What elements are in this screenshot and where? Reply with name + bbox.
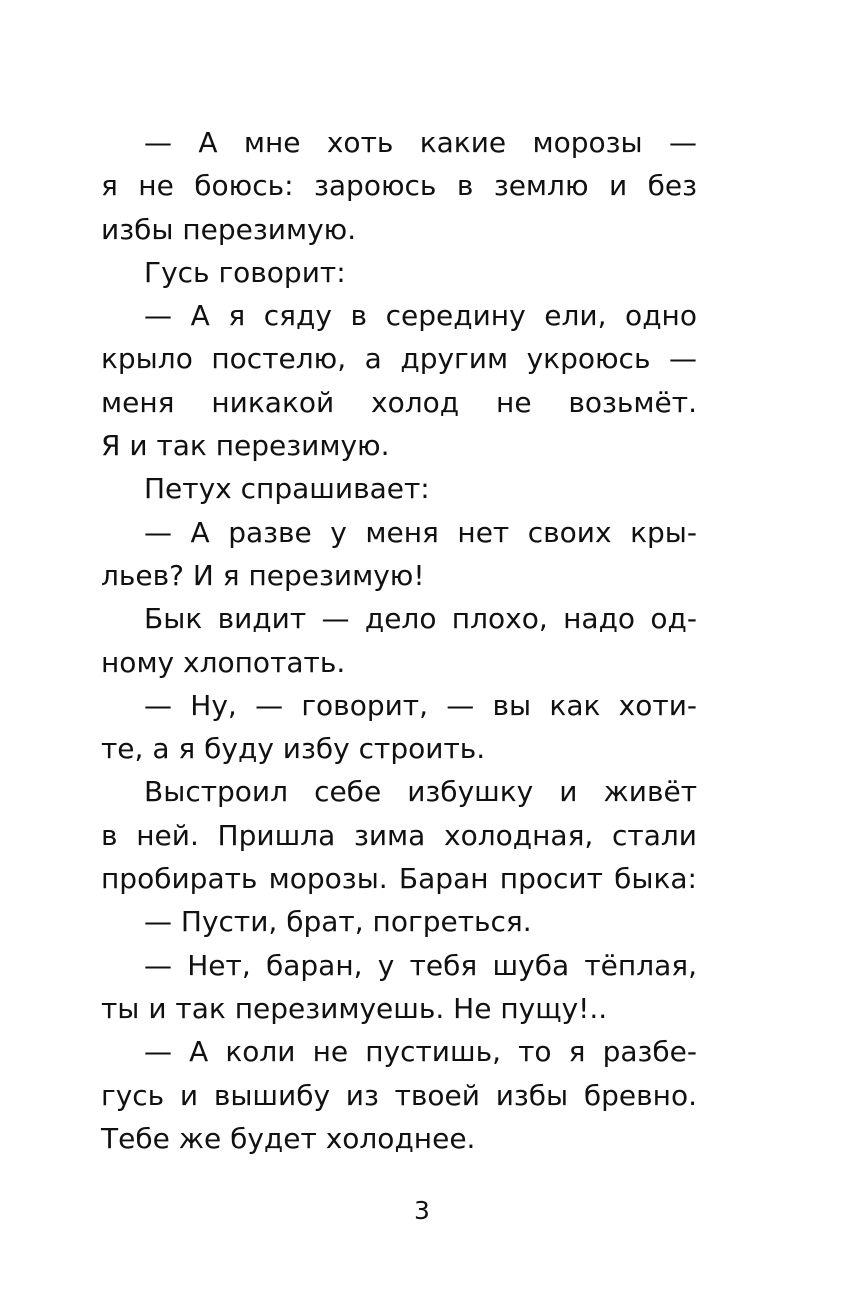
text-line: — Ну, — говорит, — вы как хоти- <box>144 688 697 722</box>
text-line: льев? И я перезимую! <box>101 558 425 592</box>
text-line: — А я сяду в середину ели, одно <box>144 299 697 333</box>
text-line: меня никакой холод не возьмёт. <box>101 385 697 419</box>
text-line: я не боюсь: зароюсь в землю и без <box>101 169 697 203</box>
text-line: — Пусти, брат, погреться. <box>144 905 532 939</box>
text-line: избы перезимую. <box>101 212 357 246</box>
text-line: — А разве у меня нет своих кры- <box>144 515 697 549</box>
text-line: Я и так перезимую. <box>101 429 390 463</box>
text-line: гусь и вышибу из твоей избы бревно. <box>101 1078 697 1112</box>
page-number: 3 <box>414 1196 430 1225</box>
text-line: Петух спрашивает: <box>144 472 430 506</box>
text-line: ному хлопотать. <box>101 645 346 679</box>
text-line: Тебе же будет холоднее. <box>101 1121 476 1155</box>
text-line: Бык видит — дело плохо, надо од- <box>144 602 697 636</box>
text-line: — А коли не пустишь, то я разбе- <box>144 1035 697 1069</box>
story-text <box>101 121 697 1160</box>
text-line: те, а я буду избу строить. <box>101 732 486 766</box>
text-line: Гусь говорит: <box>144 255 346 289</box>
text-line: — Нет, баран, у тебя шуба тёплая, <box>144 948 697 982</box>
text-line: Выстроил себе избушку и живёт <box>144 775 697 809</box>
text-line: ты и так перезимуешь. Не пущу!.. <box>101 991 608 1025</box>
text-line: пробирать морозы. Баран просит быка: <box>101 862 697 896</box>
text-line: — А мне хоть какие морозы — <box>144 126 697 159</box>
text-line: крыло постелю, а другим укроюсь — <box>101 342 697 376</box>
text-line: в ней. Пришла зима холодная, стали <box>101 818 697 852</box>
